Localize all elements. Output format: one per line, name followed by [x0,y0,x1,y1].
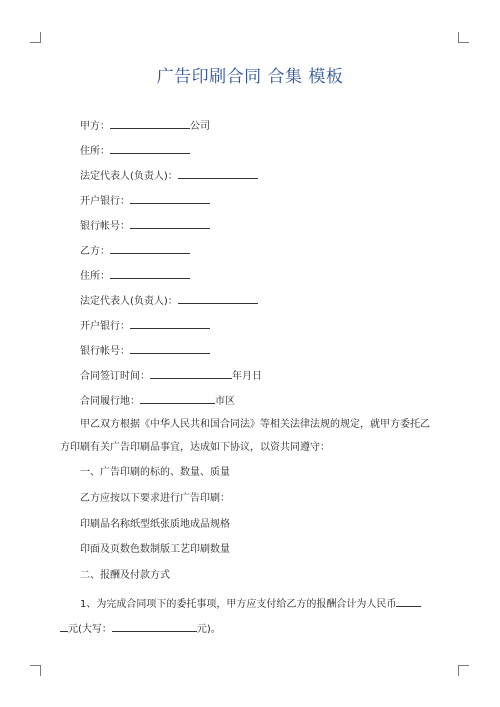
amount-blank-start [396,595,421,607]
party-a-rep-line [80,167,258,184]
section-1-row-1: 印刷品名称纸型纸张质地成品规格 [80,519,230,530]
party-a-address-line [80,142,190,159]
party-a-rep-label: 法定代表人(负责人)： [80,171,178,182]
party-a-name-line [80,117,210,134]
party-a-rep-blank [178,167,258,179]
party-b-account-label: 银行帐号： [80,346,130,357]
amount-uppercase-suffix: 元)。 [196,624,221,635]
intro-line-1: 甲乙双方根据《中华人民共和国合同法》等相关法律法规的规定，就甲方委托乙 [80,419,430,430]
party-b-bank-line [80,317,210,334]
party-b-rep-label: 法定代表人(负责人)： [80,296,178,307]
party-a-address-blank [110,142,190,154]
section-2-heading: 二、报酬及付款方式 [80,570,170,581]
party-b-name-label: 乙方： [80,246,110,257]
party-a-account-label: 银行帐号： [80,221,130,232]
party-b-account-line [80,342,210,359]
party-a-account-blank [130,217,210,229]
party-a-name-suffix: 公司 [190,121,210,132]
section-1-requirement: 乙方应按以下要求进行广告印刷： [80,493,230,504]
section-1-heading: 一、广告印刷的标的、数量、质量 [80,467,230,478]
performance-place-label: 合同履行地： [80,396,140,407]
section-2-item-1-text: 1、为完成合同项下的委托事项，甲方应支付给乙方的报酬合计为人民币 [80,599,397,610]
party-a-name-label: 甲方： [80,121,110,132]
party-b-name-line [80,242,190,259]
party-a-bank-label: 开户银行： [80,196,130,207]
party-b-address-label: 住所： [80,271,110,282]
intro-line-2: 方印刷有关广告印刷品事宜，达成如下协议，以资共同遵守： [60,442,330,453]
amount-uppercase-blank [112,620,197,632]
corner-mark-top-right [458,32,469,43]
section-2-item-1-line-1 [80,595,421,612]
corner-mark-bottom-left [30,665,41,676]
corner-mark-bottom-right [458,665,469,676]
signing-time-label: 合同签订时间： [80,371,150,382]
section-2-item-1-line-2 [60,620,221,637]
party-a-name-blank [110,117,190,129]
party-a-bank-line [80,192,210,209]
corner-mark-top-left [30,32,41,43]
performance-place-suffix: 市区 [215,396,235,407]
signing-time-line [80,367,262,384]
party-b-address-line [80,267,190,284]
amount-uppercase-label: 元(大写： [68,624,112,635]
signing-time-suffix: 年月日 [232,371,262,382]
party-a-address-label: 住所： [80,146,110,157]
party-b-address-blank [110,267,190,279]
document-title: 广告印刷合同 合集 模板 [156,67,344,87]
party-b-bank-blank [130,317,210,329]
party-b-rep-blank [178,292,258,304]
performance-place-line [80,392,235,409]
signing-time-blank [150,367,232,379]
party-b-rep-line [80,292,258,309]
party-a-account-line [80,217,210,234]
party-b-bank-label: 开户银行： [80,321,130,332]
section-1-row-2: 印面及页数色数制版工艺印刷数量 [80,544,230,555]
party-a-bank-blank [130,192,210,204]
performance-place-blank [140,392,215,404]
amount-blank-end [60,620,68,632]
party-b-account-blank [130,342,210,354]
party-b-name-blank [110,242,190,254]
